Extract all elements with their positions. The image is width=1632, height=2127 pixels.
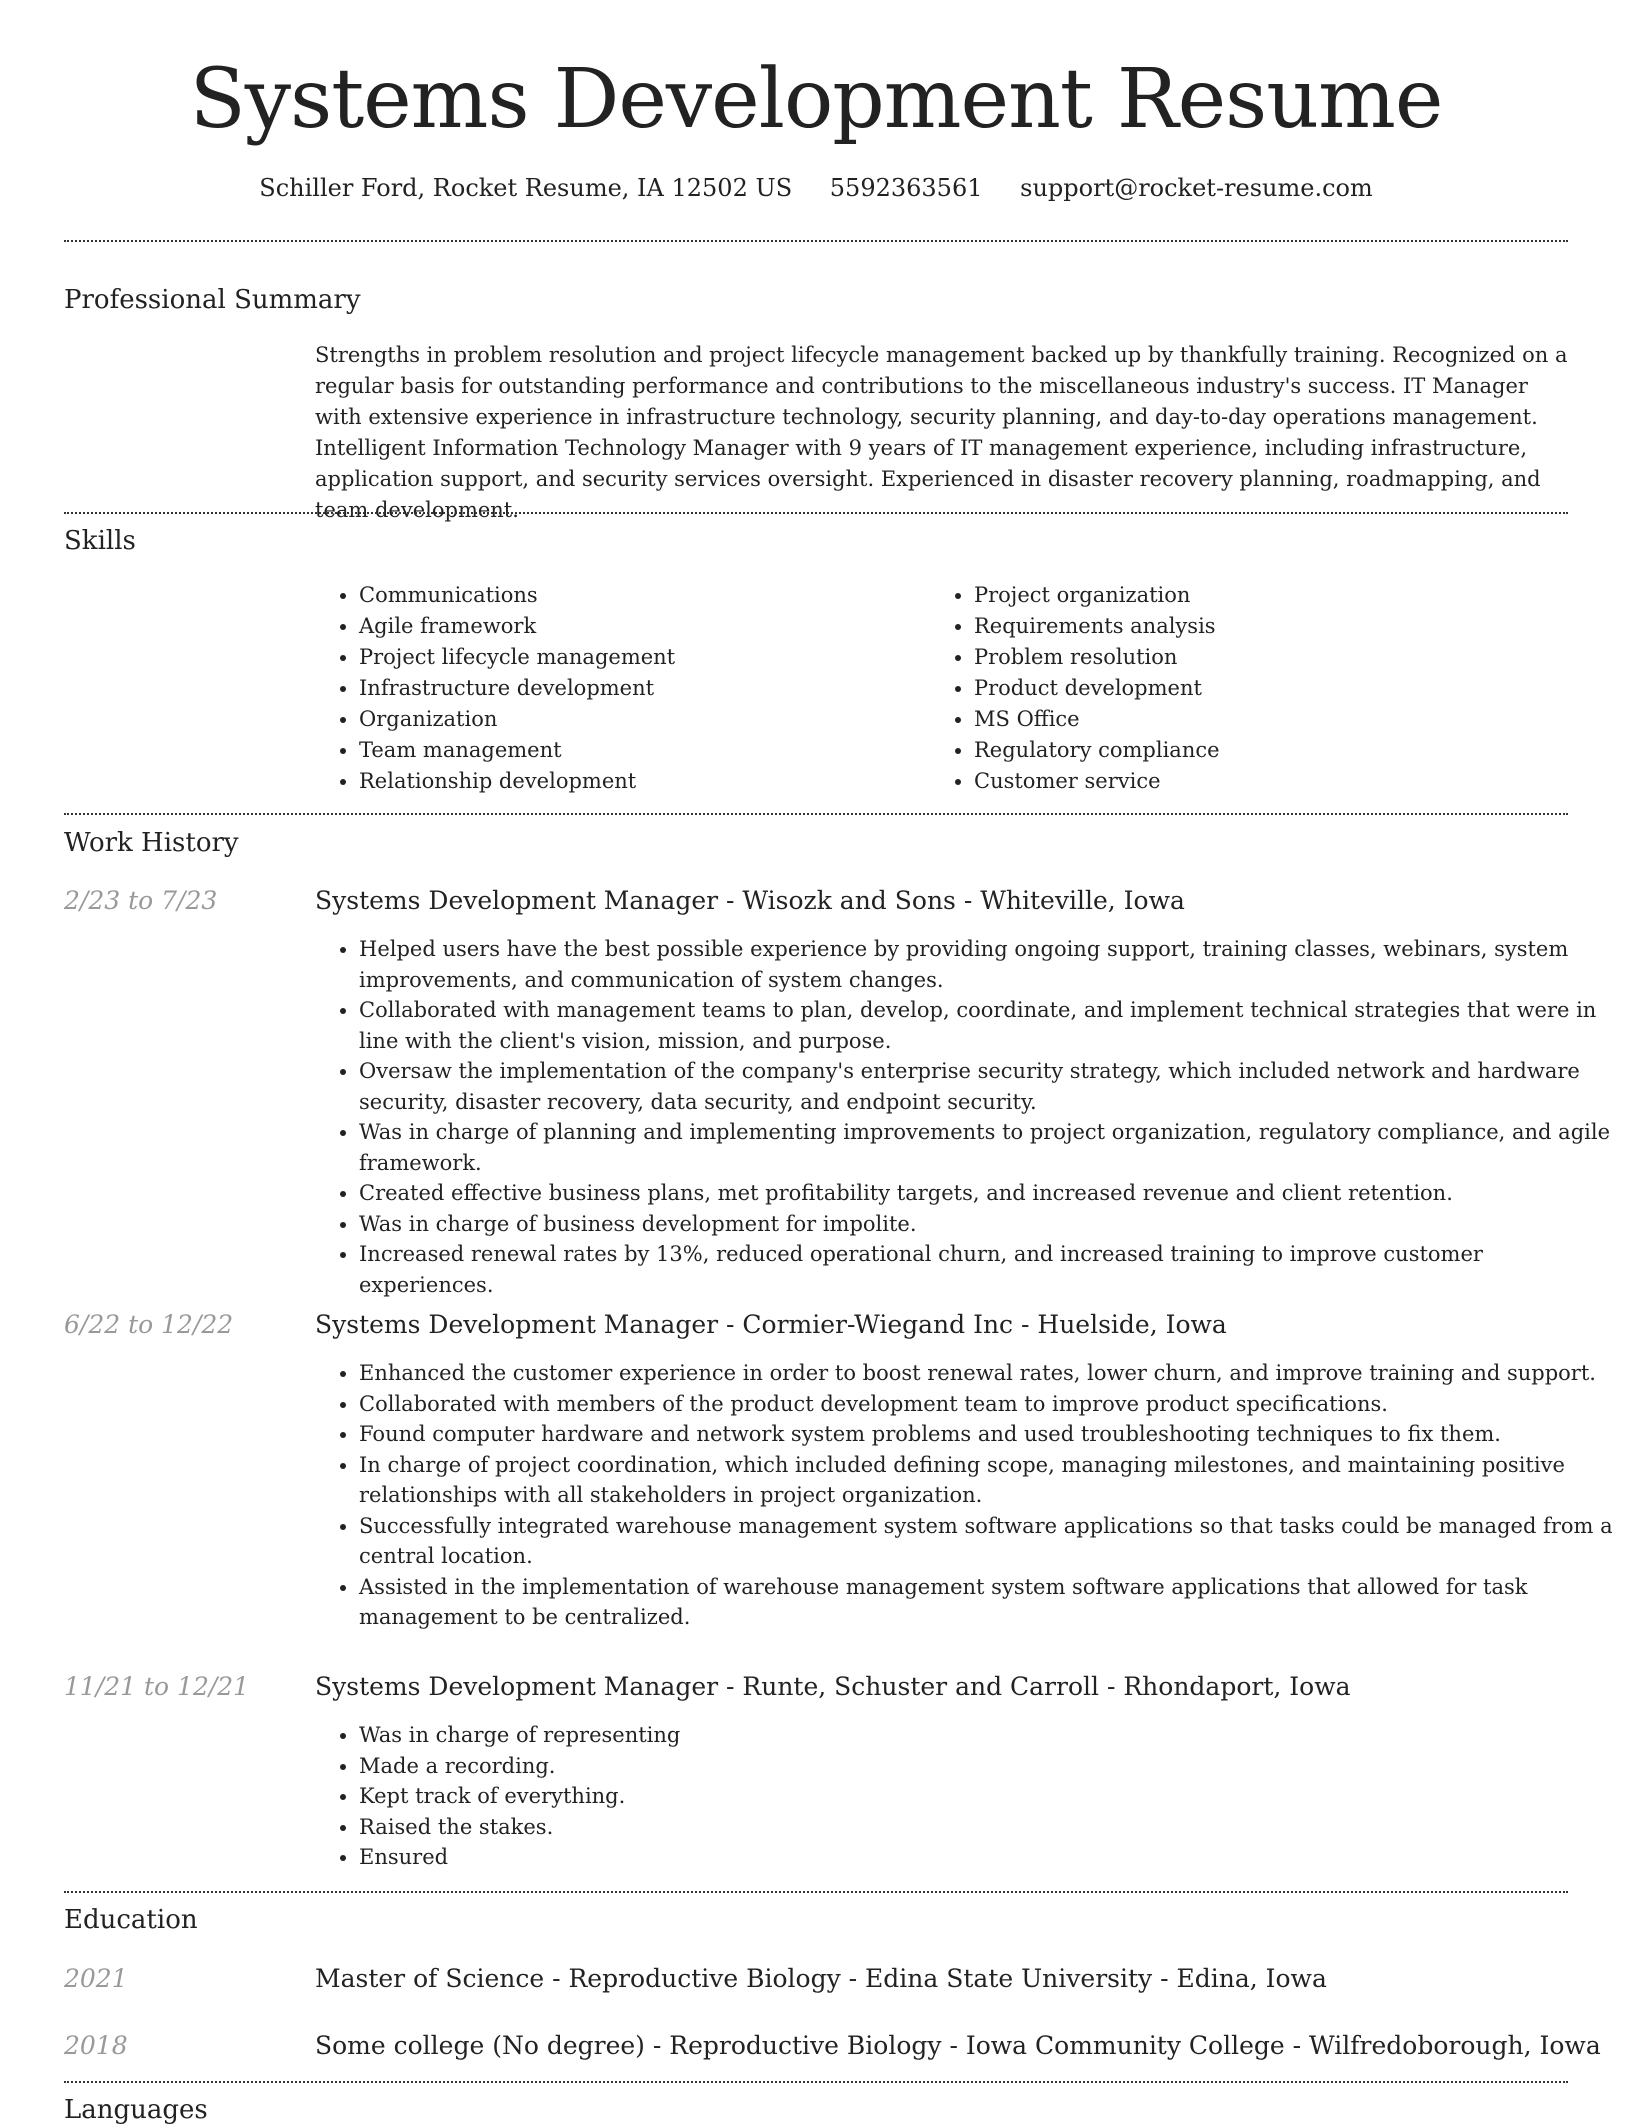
- resume-title: Systems Development Resume: [189, 52, 1443, 147]
- skill-item: • MS Office: [974, 704, 1220, 735]
- job-bullet: • Assisted in the implementation of warehouse management system software applications that allowed for task management to be centralized.: [359, 1572, 1619, 1633]
- job-bullet: • Kept track of everything.: [359, 1781, 1619, 1812]
- job-bullet: • Made a recording.: [359, 1751, 1619, 1782]
- job-title: Systems Development Manager - Runte, Schuster and Carroll - Rhondaport, Iowa: [315, 1672, 1351, 1701]
- job-bullet: • In charge of project coordination, which included defining scope, managing milestones, and maintaining positive relationships with all stakeholders in project organization.: [359, 1450, 1619, 1511]
- job-bullet: • Was in charge of business development for impolite.: [359, 1209, 1619, 1240]
- job-bullet: • Created effective business plans, met profitability targets, and increased revenue and client retention.: [359, 1178, 1619, 1209]
- job-bullet: • Collaborated with management teams to plan, develop, coordinate, and implement technical strategies that were in line with the client's vision, mission, and purpose.: [359, 995, 1619, 1056]
- skill-item: • Relationship development: [359, 766, 675, 797]
- job-bullet: • Raised the stakes.: [359, 1812, 1619, 1843]
- contact-email: support@rocket-resume.com: [1020, 174, 1373, 202]
- contact-address: Schiller Ford, Rocket Resume, IA 12502 US: [259, 174, 793, 202]
- job-title: Systems Development Manager - Wisozk and Sons - Whiteville, Iowa: [315, 886, 1185, 915]
- divider: [64, 2081, 1568, 2083]
- job-title: Systems Development Manager - Cormier-Wiegand Inc - Huelside, Iowa: [315, 1310, 1227, 1339]
- skill-item: • Regulatory compliance: [974, 735, 1220, 766]
- job-bullet: • Was in charge of representing: [359, 1720, 1619, 1751]
- job-bullet: • Was in charge of planning and implementing improvements to project organization, regulatory compliance, and agile framework.: [359, 1117, 1619, 1178]
- divider: [64, 813, 1568, 815]
- skill-item: • Project lifecycle management: [359, 642, 675, 673]
- divider: [64, 240, 1568, 242]
- job-bullet: • Found computer hardware and network system problems and used troubleshooting techniques to fix them.: [359, 1419, 1619, 1450]
- job-bullets: [315, 1720, 1619, 1873]
- contact-phone: 5592363561: [829, 174, 983, 202]
- section-title-education: Education: [64, 1905, 198, 1935]
- section-title-languages: Languages: [64, 2095, 208, 2125]
- section-title-summary: Professional Summary: [64, 285, 361, 315]
- job-bullet: • Helped users have the best possible experience by providing ongoing support, training classes, webinars, system improvements, and communication of system changes.: [359, 934, 1619, 995]
- skill-item: • Agile framework: [359, 611, 675, 642]
- education-year: 2021: [64, 1964, 128, 1993]
- job-bullet: • Successfully integrated warehouse management system software applications so that tasks could be managed from a central location.: [359, 1511, 1619, 1572]
- job-date: 2/23 to 7/23: [64, 886, 218, 915]
- job-date: 6/22 to 12/22: [64, 1310, 234, 1339]
- skill-item: • Organization: [359, 704, 675, 735]
- job-bullet: • Increased renewal rates by 13%, reduced operational churn, and increased training to improve customer experiences.: [359, 1239, 1619, 1300]
- skill-item: • Product development: [974, 673, 1220, 704]
- job-bullet: • Enhanced the customer experience in order to boost renewal rates, lower churn, and improve training and support.: [359, 1358, 1619, 1389]
- section-title-work: Work History: [64, 828, 239, 858]
- section-title-skills: Skills: [64, 526, 136, 556]
- job-bullets: [315, 1358, 1619, 1633]
- summary-text: Strengths in problem resolution and project lifecycle management backed up by thankfully training. Recognized on a regular basis for outstanding performance and contributions to the miscellaneous industry's success. IT Manager with extensive experience in infrastructure technology, security planning, and day-to-day operations management. Intelligent Information Technology Manager with 9 years of IT management experience, including infrastructure, application support, and security services oversight. Experienced in disaster recovery planning, roadmapping, and team development.: [315, 343, 1568, 522]
- skill-item: • Team management: [359, 735, 675, 766]
- skills-list-left: [315, 580, 675, 797]
- skill-item: • Infrastructure development: [359, 673, 675, 704]
- skills-list-right: [930, 580, 1220, 797]
- skill-item: • Customer service: [974, 766, 1220, 797]
- skill-item: • Problem resolution: [974, 642, 1220, 673]
- skill-item: • Requirements analysis: [974, 611, 1220, 642]
- divider: [64, 1891, 1568, 1893]
- job-bullets: [315, 934, 1619, 1300]
- job-bullet: • Oversaw the implementation of the company's enterprise security strategy, which included network and hardware security, disaster recovery, data security, and endpoint security.: [359, 1056, 1619, 1117]
- job-date: 11/21 to 12/21: [64, 1672, 250, 1701]
- skill-item: • Communications: [359, 580, 675, 611]
- education-title: Master of Science - Reproductive Biology - Edina State University - Edina, Iowa: [315, 1964, 1327, 1993]
- job-bullet: • Ensured: [359, 1842, 1619, 1873]
- skill-item: • Project organization: [974, 580, 1220, 611]
- education-year: 2018: [64, 2031, 128, 2060]
- divider: [64, 512, 1568, 514]
- contact-line: [0, 172, 1632, 204]
- education-title: Some college (No degree) - Reproductive Biology - Iowa Community College - Wilfredoborough, Iowa: [315, 2031, 1601, 2060]
- job-bullet: • Collaborated with members of the product development team to improve product specifications.: [359, 1389, 1619, 1420]
